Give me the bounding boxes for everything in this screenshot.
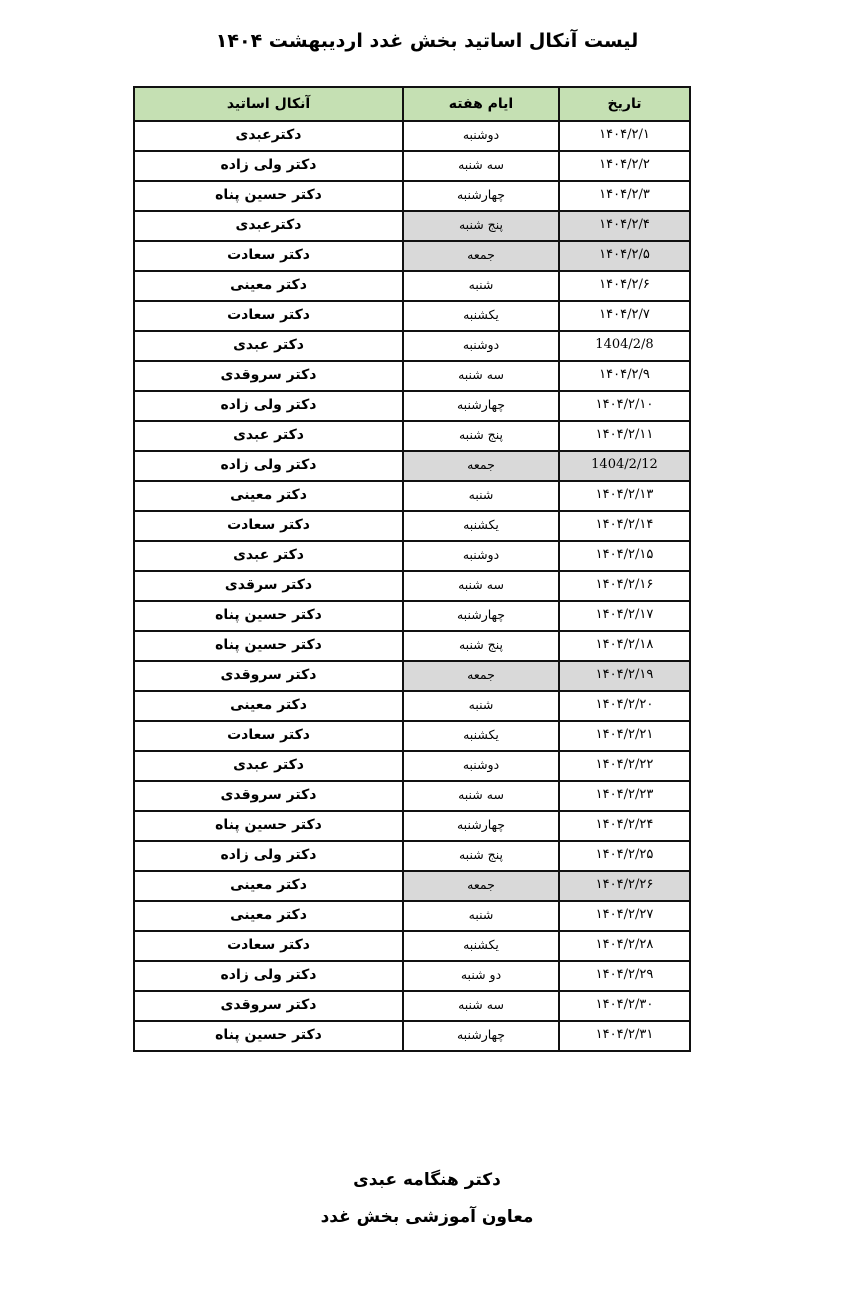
header-day: ایام هفته	[403, 87, 559, 121]
table-row	[134, 511, 690, 541]
row-day: یکشنبه	[403, 301, 559, 331]
row-day: سه شنبه	[403, 991, 559, 1021]
row-day: سه شنبه	[403, 361, 559, 391]
row-professor: دکتر معینی	[134, 271, 403, 301]
row-professor: دکتر معینی	[134, 871, 403, 901]
table-row	[134, 301, 690, 331]
table-row	[134, 181, 690, 211]
row-professor: دکتر معینی	[134, 481, 403, 511]
row-day: پنج شنبه	[403, 421, 559, 451]
row-day: جمعه	[403, 241, 559, 271]
table-row	[134, 421, 690, 451]
row-professor: دکتر حسین پناه	[134, 601, 403, 631]
table-row	[134, 451, 690, 481]
row-date: ۱۴۰۴/۲/۳۱	[559, 1021, 690, 1051]
row-date: ۱۴۰۴/۲/۱۶	[559, 571, 690, 601]
table-row	[134, 541, 690, 571]
table-row	[134, 661, 690, 691]
row-date: ۱۴۰۴/۲/۱۰	[559, 391, 690, 421]
row-date: ۱۴۰۴/۲/۱۸	[559, 631, 690, 661]
row-date: ۱۴۰۴/۲/۲۸	[559, 931, 690, 961]
row-date: ۱۴۰۴/۲/۱۹	[559, 661, 690, 691]
row-day: شنبه	[403, 691, 559, 721]
table-row	[134, 901, 690, 931]
row-professor: دکتر سعادت	[134, 301, 403, 331]
row-day: پنج شنبه	[403, 211, 559, 241]
row-professor: دکتر سعادت	[134, 721, 403, 751]
row-day: یکشنبه	[403, 931, 559, 961]
row-day: چهارشنبه	[403, 601, 559, 631]
table-row	[134, 271, 690, 301]
row-day: جمعه	[403, 871, 559, 901]
page-title: لیست آنکال اساتید بخش غدد اردیبهشت ۱۴۰۴	[215, 30, 639, 52]
row-date: ۱۴۰۴/۲/۴	[559, 211, 690, 241]
row-date: ۱۴۰۴/۲/۲۴	[559, 811, 690, 841]
row-day: جمعه	[403, 661, 559, 691]
row-professor: دکتر عبدی	[134, 541, 403, 571]
table-row	[134, 721, 690, 751]
table-row	[134, 691, 690, 721]
row-professor: دکتر حسین پناه	[134, 1021, 403, 1051]
row-professor: دکتر سروقدی	[134, 991, 403, 1021]
table-row	[134, 1021, 690, 1051]
table-row	[134, 121, 690, 151]
signatory-name: دکتر هنگامه عبدی	[353, 1170, 501, 1190]
row-day: چهارشنبه	[403, 181, 559, 211]
table-row	[134, 571, 690, 601]
row-date: 1404/2/8	[559, 331, 690, 361]
on-call-table	[133, 86, 691, 1052]
row-day: پنج شنبه	[403, 631, 559, 661]
row-professor: دکتر ولی زاده	[134, 451, 403, 481]
row-professor: دکتر سروقدی	[134, 661, 403, 691]
row-day: دوشنبه	[403, 541, 559, 571]
row-day: سه شنبه	[403, 151, 559, 181]
row-professor: دکتر معینی	[134, 901, 403, 931]
table-row	[134, 361, 690, 391]
row-professor: دکترعبدی	[134, 211, 403, 241]
row-date: ۱۴۰۴/۲/۷	[559, 301, 690, 331]
row-professor: دکتر عبدی	[134, 421, 403, 451]
row-date: ۱۴۰۴/۲/۲۲	[559, 751, 690, 781]
row-date: ۱۴۰۴/۲/۱۵	[559, 541, 690, 571]
table-row	[134, 391, 690, 421]
table-row	[134, 241, 690, 271]
row-day: چهارشنبه	[403, 391, 559, 421]
row-day: سه شنبه	[403, 781, 559, 811]
row-date: ۱۴۰۴/۲/۶	[559, 271, 690, 301]
table-row	[134, 211, 690, 241]
table-row	[134, 781, 690, 811]
row-day: یکشنبه	[403, 511, 559, 541]
row-day: دو شنبه	[403, 961, 559, 991]
table-row	[134, 841, 690, 871]
row-date: ۱۴۰۴/۲/۲۱	[559, 721, 690, 751]
table-row	[134, 631, 690, 661]
row-professor: دکتر ولی زاده	[134, 151, 403, 181]
table-row	[134, 811, 690, 841]
header-professor: آنکال اساتید	[134, 87, 403, 121]
row-professor: دکتر سروقدی	[134, 781, 403, 811]
row-date: ۱۴۰۴/۲/۳	[559, 181, 690, 211]
row-professor: دکتر ولی زاده	[134, 961, 403, 991]
row-day: دوشنبه	[403, 331, 559, 361]
row-professor: دکتر سروقدی	[134, 361, 403, 391]
row-day: دوشنبه	[403, 751, 559, 781]
row-date: ۱۴۰۴/۲/۲۷	[559, 901, 690, 931]
row-day: دوشنبه	[403, 121, 559, 151]
row-date: ۱۴۰۴/۲/۲۳	[559, 781, 690, 811]
row-professor: دکترعبدی	[134, 121, 403, 151]
row-day: پنج شنبه	[403, 841, 559, 871]
table-row	[134, 151, 690, 181]
row-professor: دکتر سعادت	[134, 511, 403, 541]
row-date: ۱۴۰۴/۲/۱۷	[559, 601, 690, 631]
signatory-role: معاون آموزشی بخش غدد	[320, 1207, 534, 1227]
table-header-row	[134, 87, 690, 121]
row-professor: دکتر عبدی	[134, 751, 403, 781]
row-professor: دکتر سعادت	[134, 931, 403, 961]
row-date: ۱۴۰۴/۲/۲	[559, 151, 690, 181]
row-professor: دکتر عبدی	[134, 331, 403, 361]
row-date: ۱۴۰۴/۲/۲۵	[559, 841, 690, 871]
table-row	[134, 871, 690, 901]
row-day: چهارشنبه	[403, 811, 559, 841]
row-professor: دکتر معینی	[134, 691, 403, 721]
row-professor: دکتر سرقدی	[134, 571, 403, 601]
table-body	[134, 121, 690, 1051]
table-row	[134, 481, 690, 511]
table-row	[134, 931, 690, 961]
row-professor: دکتر ولی زاده	[134, 391, 403, 421]
table-row	[134, 961, 690, 991]
row-date: 1404/2/12	[559, 451, 690, 481]
row-date: ۱۴۰۴/۲/۵	[559, 241, 690, 271]
row-date: ۱۴۰۴/۲/۱۳	[559, 481, 690, 511]
row-day: شنبه	[403, 271, 559, 301]
row-date: ۱۴۰۴/۲/۱۴	[559, 511, 690, 541]
row-professor: دکتر حسین پناه	[134, 181, 403, 211]
row-day: شنبه	[403, 901, 559, 931]
row-date: ۱۴۰۴/۲/۲۶	[559, 871, 690, 901]
row-date: ۱۴۰۴/۲/۳۰	[559, 991, 690, 1021]
row-date: ۱۴۰۴/۲/۹	[559, 361, 690, 391]
table-row	[134, 601, 690, 631]
table-row	[134, 331, 690, 361]
row-date: ۱۴۰۴/۲/۲۹	[559, 961, 690, 991]
row-date: ۱۴۰۴/۲/۱	[559, 121, 690, 151]
header-date: تاریخ	[559, 87, 690, 121]
row-professor: دکتر ولی زاده	[134, 841, 403, 871]
row-day: چهارشنبه	[403, 1021, 559, 1051]
table-row	[134, 751, 690, 781]
row-day: سه شنبه	[403, 571, 559, 601]
row-date: ۱۴۰۴/۲/۲۰	[559, 691, 690, 721]
table-row	[134, 991, 690, 1021]
row-day: یکشنبه	[403, 721, 559, 751]
row-professor: دکتر حسین پناه	[134, 811, 403, 841]
row-day: شنبه	[403, 481, 559, 511]
row-day: جمعه	[403, 451, 559, 481]
row-professor: دکتر سعادت	[134, 241, 403, 271]
row-date: ۱۴۰۴/۲/۱۱	[559, 421, 690, 451]
row-professor: دکتر حسین پناه	[134, 631, 403, 661]
